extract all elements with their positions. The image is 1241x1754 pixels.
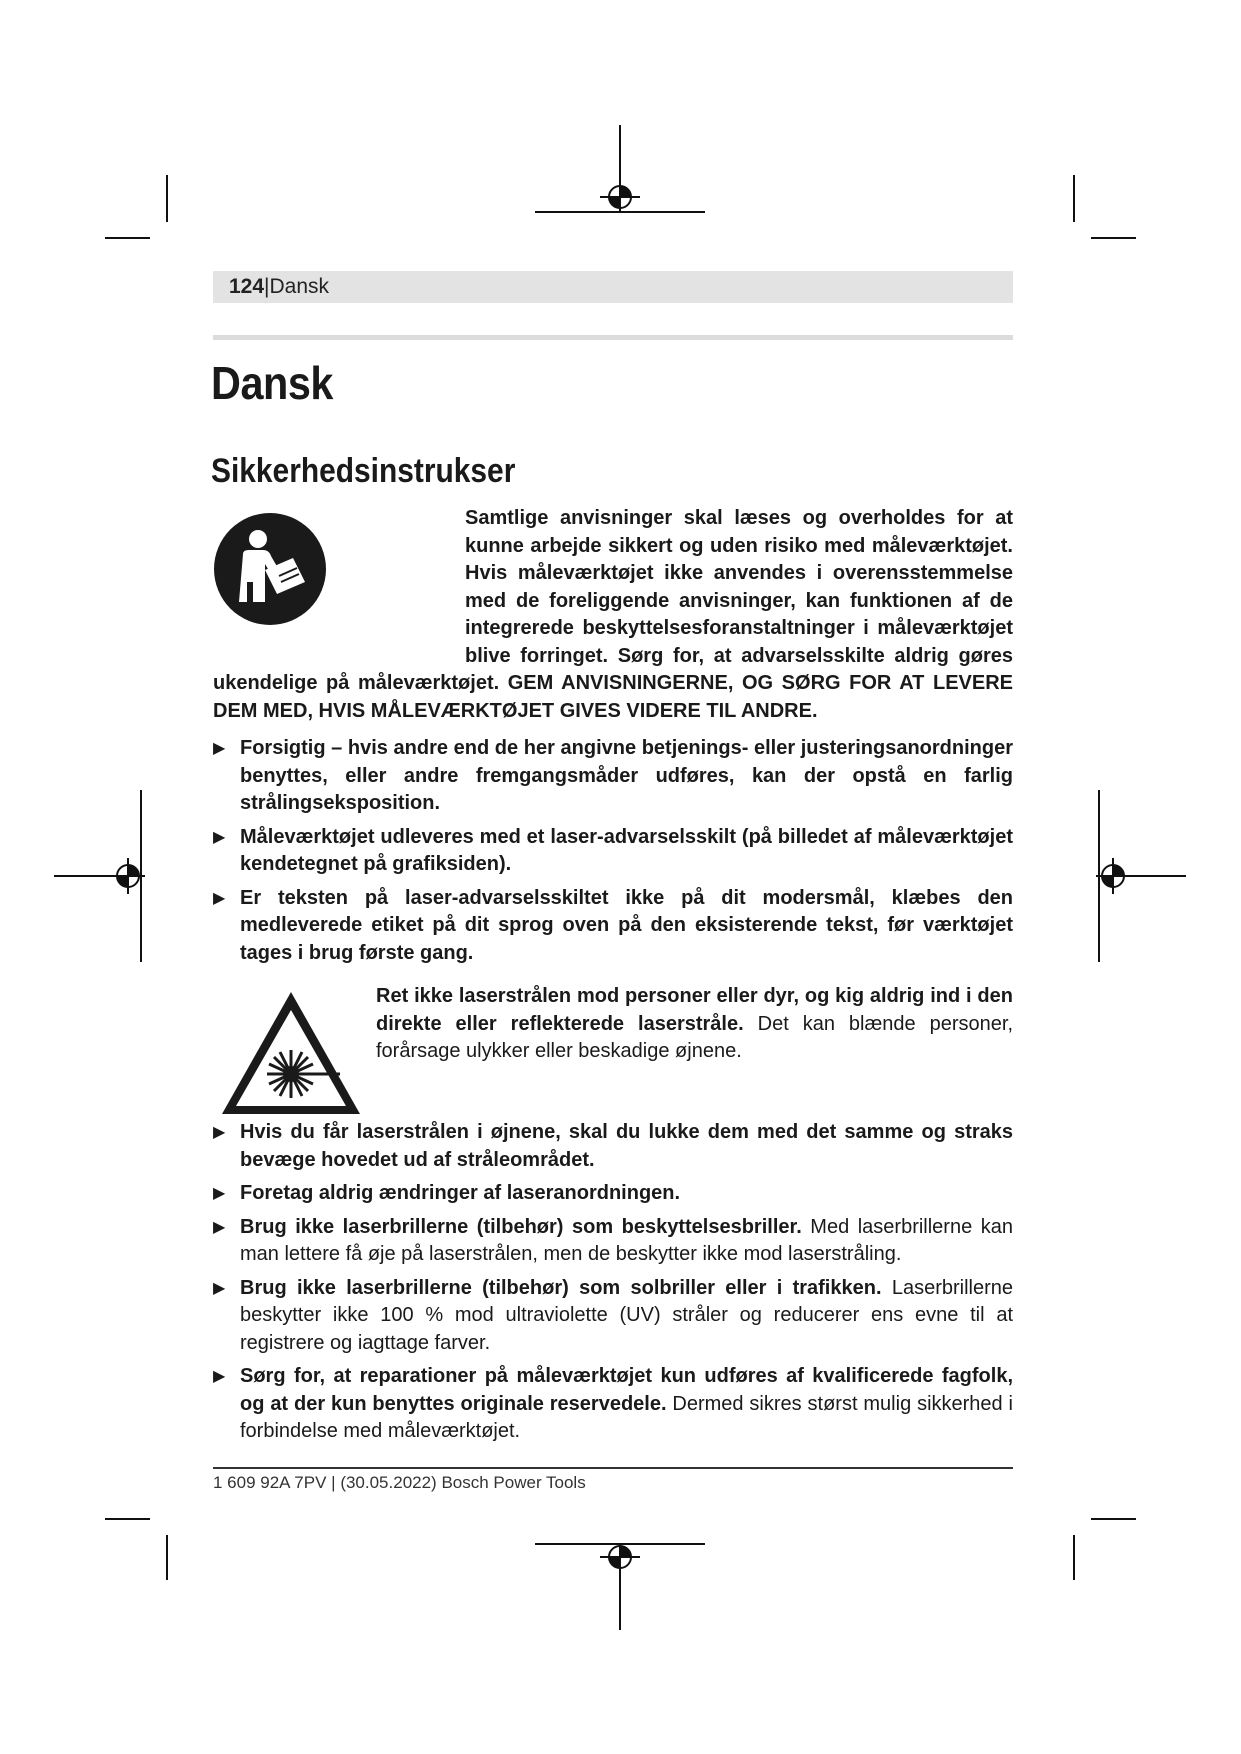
bullet-list-1 bbox=[213, 735, 1013, 973]
intro-text: Samtlige anvisninger skal læses og overholdes for at kunne arbejde sikkert og uden risiko med måleværktøjet. Hvis måleværktøjet ikke anvendes i overensstemmelse med de foreliggende anvisninger, kan funktionen af de integrerede beskyttelsesforanstaltninger i måleværktøjet blive forringet. Sørg for, at advarselsskilte aldrig gøres ukendelige på måleværktøjet. GEM ANVISNINGERNE, OG SØRG FOR AT LEVERE DEM MED, HVIS MÅLEVÆRKTØJET GIVES VIDERE TIL ANDRE. bbox=[213, 507, 1013, 722]
laser-warning-icon bbox=[218, 988, 364, 1118]
list-item: ▶ Hvis du får laserstrålen i øjnene, skal du lukke dem med det samme og straks bevæge hovedet ud af stråleområdet. bbox=[213, 1121, 1013, 1171]
footer-brand: Bosch Power Tools bbox=[441, 1473, 586, 1492]
list-item: ▶ Måleværktøjet udleveres med et laser-advarselsskilt (på billedet af måleværktøjet kendetegnet på grafiksiden). bbox=[213, 825, 1013, 875]
page-footer: 1 609 92A 7PV | (30.05.2022) Bosch Power Tools bbox=[213, 1473, 586, 1492]
list-item: ▶ Foretag aldrig ændringer af laseranordningen. bbox=[213, 1180, 1013, 1208]
list-item: ▶ Sørg for, at reparationer på måleværktøjet kun udføres af kvalificerede fagfolk, og at der kun benyttes originale reservedele. Dermed sikres størst mulig sikkerhed i forbindelse med måleværktøjet. bbox=[213, 1365, 1013, 1442]
intro-paragraph bbox=[213, 505, 1013, 725]
footer-date: (30.05.2022) bbox=[340, 1473, 437, 1492]
bullet-arrow-icon: ▶ bbox=[213, 828, 226, 846]
bullet-arrow-icon: ▶ bbox=[213, 1218, 226, 1236]
laser-warning-text: Ret ikke laserstrålen mod personer eller dyr, og kig aldrig ind i den direkte eller reflekterede laserstråle. Det kan blænde personer, forårsage ulykker eller beskadige øjnene. bbox=[376, 985, 1014, 1062]
list-item: ▶ Er teksten på laser-advarselsskiltet ikke på dit modersmål, klæbes den medleverede etiket på dit sprog oven på den eksisterende tekst, før værktøjet tages i brug første gang. bbox=[213, 886, 1013, 964]
header-language: Dansk bbox=[269, 275, 330, 298]
list-item: ▶ Forsigtig – hvis andre end de her angivne betjenings- eller justeringsanordninger benyttes, eller andre fremgangsmåder udføres, kan der opstå en farlig strålingseksposition. bbox=[213, 737, 1013, 814]
section-heading: Sikkerhedsinstrukser bbox=[211, 452, 516, 490]
bullet-list-2 bbox=[213, 1119, 1013, 1452]
header-rule bbox=[213, 335, 1013, 340]
footer-code: 1 609 92A 7PV bbox=[213, 1473, 327, 1492]
bullet-arrow-icon: ▶ bbox=[213, 1279, 226, 1297]
bullet-arrow-icon: ▶ bbox=[213, 1185, 226, 1202]
bullet-arrow-icon: ▶ bbox=[213, 1124, 226, 1141]
page-title: Dansk bbox=[211, 357, 334, 409]
page-header bbox=[213, 271, 1013, 303]
header-separator: | bbox=[264, 275, 270, 298]
bullet-arrow-icon: ▶ bbox=[213, 889, 226, 907]
footer-rule bbox=[213, 1467, 1013, 1469]
page-number: 124 bbox=[229, 275, 265, 298]
list-item: ▶ Brug ikke laserbrillerne (tilbehør) som beskyttelsesbriller. Med laserbrillerne kan man lettere få øje på laserstrålen, men de beskytter ikke mod laserstråling. bbox=[213, 1215, 1013, 1265]
list-item: ▶ Brug ikke laserbrillerne (tilbehør) som solbriller eller i trafikken. Laserbrillerne beskytter ikke 100 % mod ultraviolette (UV) stråler og reducerer ens evne til at registrere og iagttage farver. bbox=[213, 1276, 1013, 1354]
bullet-arrow-icon: ▶ bbox=[213, 740, 226, 757]
bullet-arrow-icon: ▶ bbox=[213, 1368, 226, 1385]
